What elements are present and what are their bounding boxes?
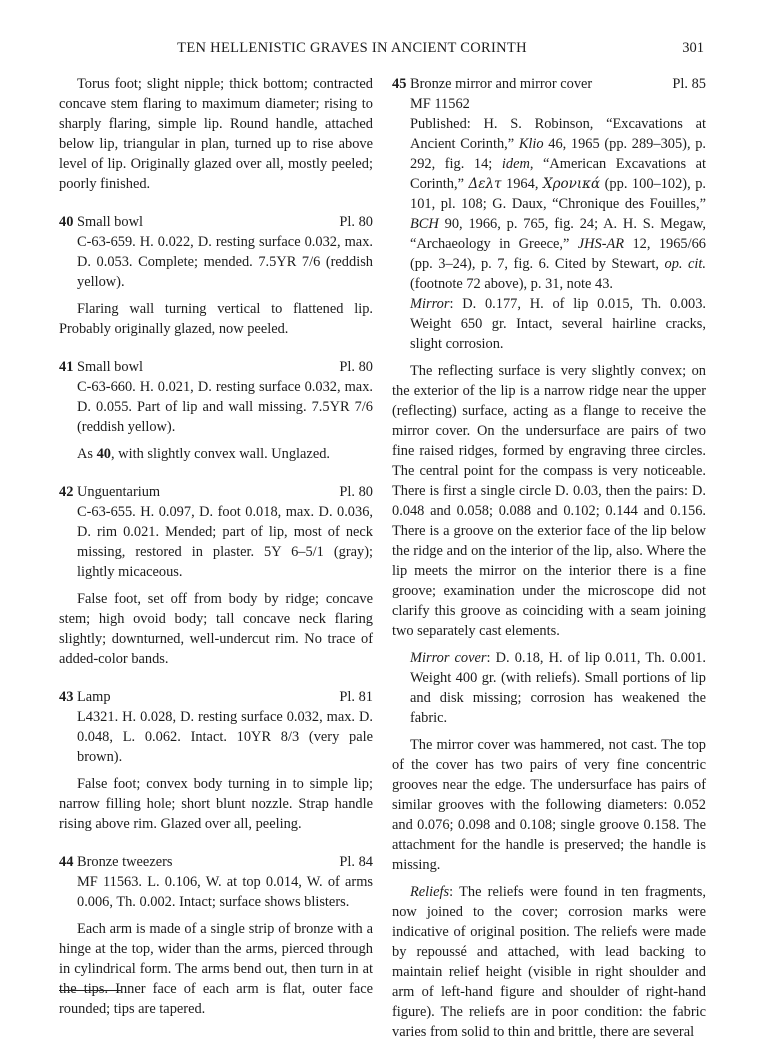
entry-42-description: False foot, set off from body by ridge; concave stem; high ovoid body; tall concave neck flaring slightly; downturned, well-undercut rim. No trace of added-color bands.: [59, 591, 373, 667]
plate-ref: Pl. 80: [339, 214, 373, 230]
entry-number: 43: [59, 689, 74, 705]
mirror-cover-measurements: Mirror cover: D. 0.18, H. of lip 0.011, Th. 0.001. Weight 400 gr. (with reliefs). Small portions of lip and disk missing; corrosion has weakened the fabric.: [410, 650, 706, 726]
entry-43-catalog: L4321. H. 0.028, D. resting surface 0.032, max. D. 0.048, L. 0.062. Intact. 10YR 8/3 (very pale brown).: [77, 709, 373, 765]
entry-44-heading: [59, 852, 373, 872]
entry-40-heading: [59, 212, 373, 232]
entry-title: Lamp: [77, 689, 111, 705]
entry-41-description: As 40, with slightly convex wall. Unglazed.: [77, 446, 330, 462]
entry-41-heading: [59, 357, 373, 377]
entry-title: Small bowl: [77, 214, 143, 230]
entry-43-description: False foot; convex body turning in to simple lip; narrow filling hole; short blunt nozzle. Strap handle rising above rim. Glazed over all, peeling.: [59, 776, 373, 832]
entry-43-heading: [59, 687, 373, 707]
entry-45-inventory: MF 11562: [410, 96, 470, 112]
entry-title: Unguentarium: [77, 484, 161, 500]
entry-number: 44: [59, 854, 74, 870]
entry-number: 45: [392, 76, 407, 92]
running-head: TEN HELLENISTIC GRAVES IN ANCIENT CORINTH: [177, 40, 527, 56]
mirror-cover-description: The mirror cover was hammered, not cast. The top of the cover has two pairs of very fine concentric grooves near the edge. The undersurface has pairs of similar grooves with the following diameters: 0.052 and 0.076; 0.098 and 0.108; single groove 0.158. The attachment for the handle is preserved; the handle is missing.: [392, 737, 706, 873]
entry-number: 41: [59, 359, 74, 375]
footnote-rule: [59, 990, 121, 991]
entry-title: Bronze tweezers: [77, 854, 173, 870]
entry-39-description: Torus foot; slight nipple; thick bottom; contracted concave stem flaring to maximum diameter; rising to sharply flaring, simple lip. Round handle, attached below lip, triangular in plan, turned up to rise above level of lip. Originally glazed over all, mostly peeled; poorly finished.: [59, 76, 373, 192]
entry-45-heading: [392, 74, 706, 94]
entry-45-bibliography: Published: H. S. Robinson, “Excavations at Ancient Corinth,” Klio 46, 1965 (pp. 289–305), p. 292, fig. 14; idem, “American Excavations at Corinth,” Δελτ 1964, Χρονικά (pp. 100–102), p. 101, pl. 108; G. Daux, “Chronique des Fouilles,” BCH 90, 1966, p. 765, fig. 24; A. H. S. Megaw, “Archaeology in Greece,” JHS-AR 12, 1965/66 (pp. 3–24), p. 7, fig. 6. Cited by Stewart, op. cit. (footnote 72 above), p. 31, note 43.: [410, 116, 707, 292]
reliefs-description: Reliefs: The reliefs were found in ten fragments, now joined to the cover; corrosion marks were indicative of original position. The reliefs were made by repoussé and attached, with lead backing to maintain relief height (visible in right shoulder and arm of left-hand figure and shoulder of right-hand figure). The reliefs are in poor condition: the fabric varies from solid to thin and brittle, there are several: [392, 884, 706, 1040]
mirror-description: The reflecting surface is very slightly convex; on the exterior of the lip is a narrow ridge near the upper (reflecting) surface, acting as a flange to receive the mirror cover. On the undersurface are pairs of two fine raised ridges, formed by engraving three circles. The central point for the compass is very noticeable. There is first a single circle D. 0.03, then the pairs: D. 0.048 and 0.058; 0.088 and 0.102; 0.144 and 0.156. There is a groove on the exterior face of the lip below the ridge and on the interior of the lip, also. Where the lip meets the mirror on the interior there is a fine groove; examination under the microscope did not clarify this groove as coinciding with a seam joining two separately cast elements.: [392, 363, 706, 639]
plate-ref: Pl. 81: [339, 689, 373, 705]
right-column: [392, 74, 706, 1042]
plate-ref: Pl. 80: [339, 484, 373, 500]
plate-ref: Pl. 80: [339, 359, 373, 375]
entry-44-description: Each arm is made of a single strip of bronze with a hinge at the top, wider than the arms, pierced through in cylindrical form. The arms bend out, then turn in at the tips. Inner face of each arm is flat, outer face rounded; tips are tapered.: [59, 921, 373, 1017]
entry-number: 40: [59, 214, 74, 230]
entry-40-description: Flaring wall turning vertical to flattened lip. Probably originally glazed, now peeled.: [59, 301, 373, 337]
entry-42-heading: [59, 482, 373, 502]
entry-number: 42: [59, 484, 74, 500]
mirror-measurements: Mirror: D. 0.177, H. of lip 0.015, Th. 0.003. Weight 650 gr. Intact, several hairline cracks, slight corrosion.: [410, 296, 706, 352]
page-number: 301: [682, 40, 704, 56]
plate-ref: Pl. 85: [672, 76, 706, 92]
left-column: [59, 74, 373, 1019]
entry-42-catalog: C-63-655. H. 0.097, D. foot 0.018, max. D. 0.036, D. rim 0.021. Mended; part of lip, most of neck missing, restored in plaster. 5Y 6–5/1 (gray); lightly micaceous.: [77, 504, 373, 580]
plate-ref: Pl. 84: [339, 854, 373, 870]
entry-title: Bronze mirror and mirror cover: [410, 76, 593, 92]
entry-40-catalog: C-63-659. H. 0.022, D. resting surface 0.032, max. D. 0.053. Complete; mended. 7.5YR 7/6 (reddish yellow).: [77, 234, 373, 290]
entry-44-catalog: MF 11563. L. 0.106, W. at top 0.014, W. of arms 0.006, Th. 0.002. Intact; surface shows blisters.: [77, 874, 373, 910]
entry-title: Small bowl: [77, 359, 143, 375]
entry-41-catalog: C-63-660. H. 0.021, D. resting surface 0.032, max. D. 0.055. Part of lip and wall missing. 7.5YR 7/6 (reddish yellow).: [77, 379, 373, 435]
